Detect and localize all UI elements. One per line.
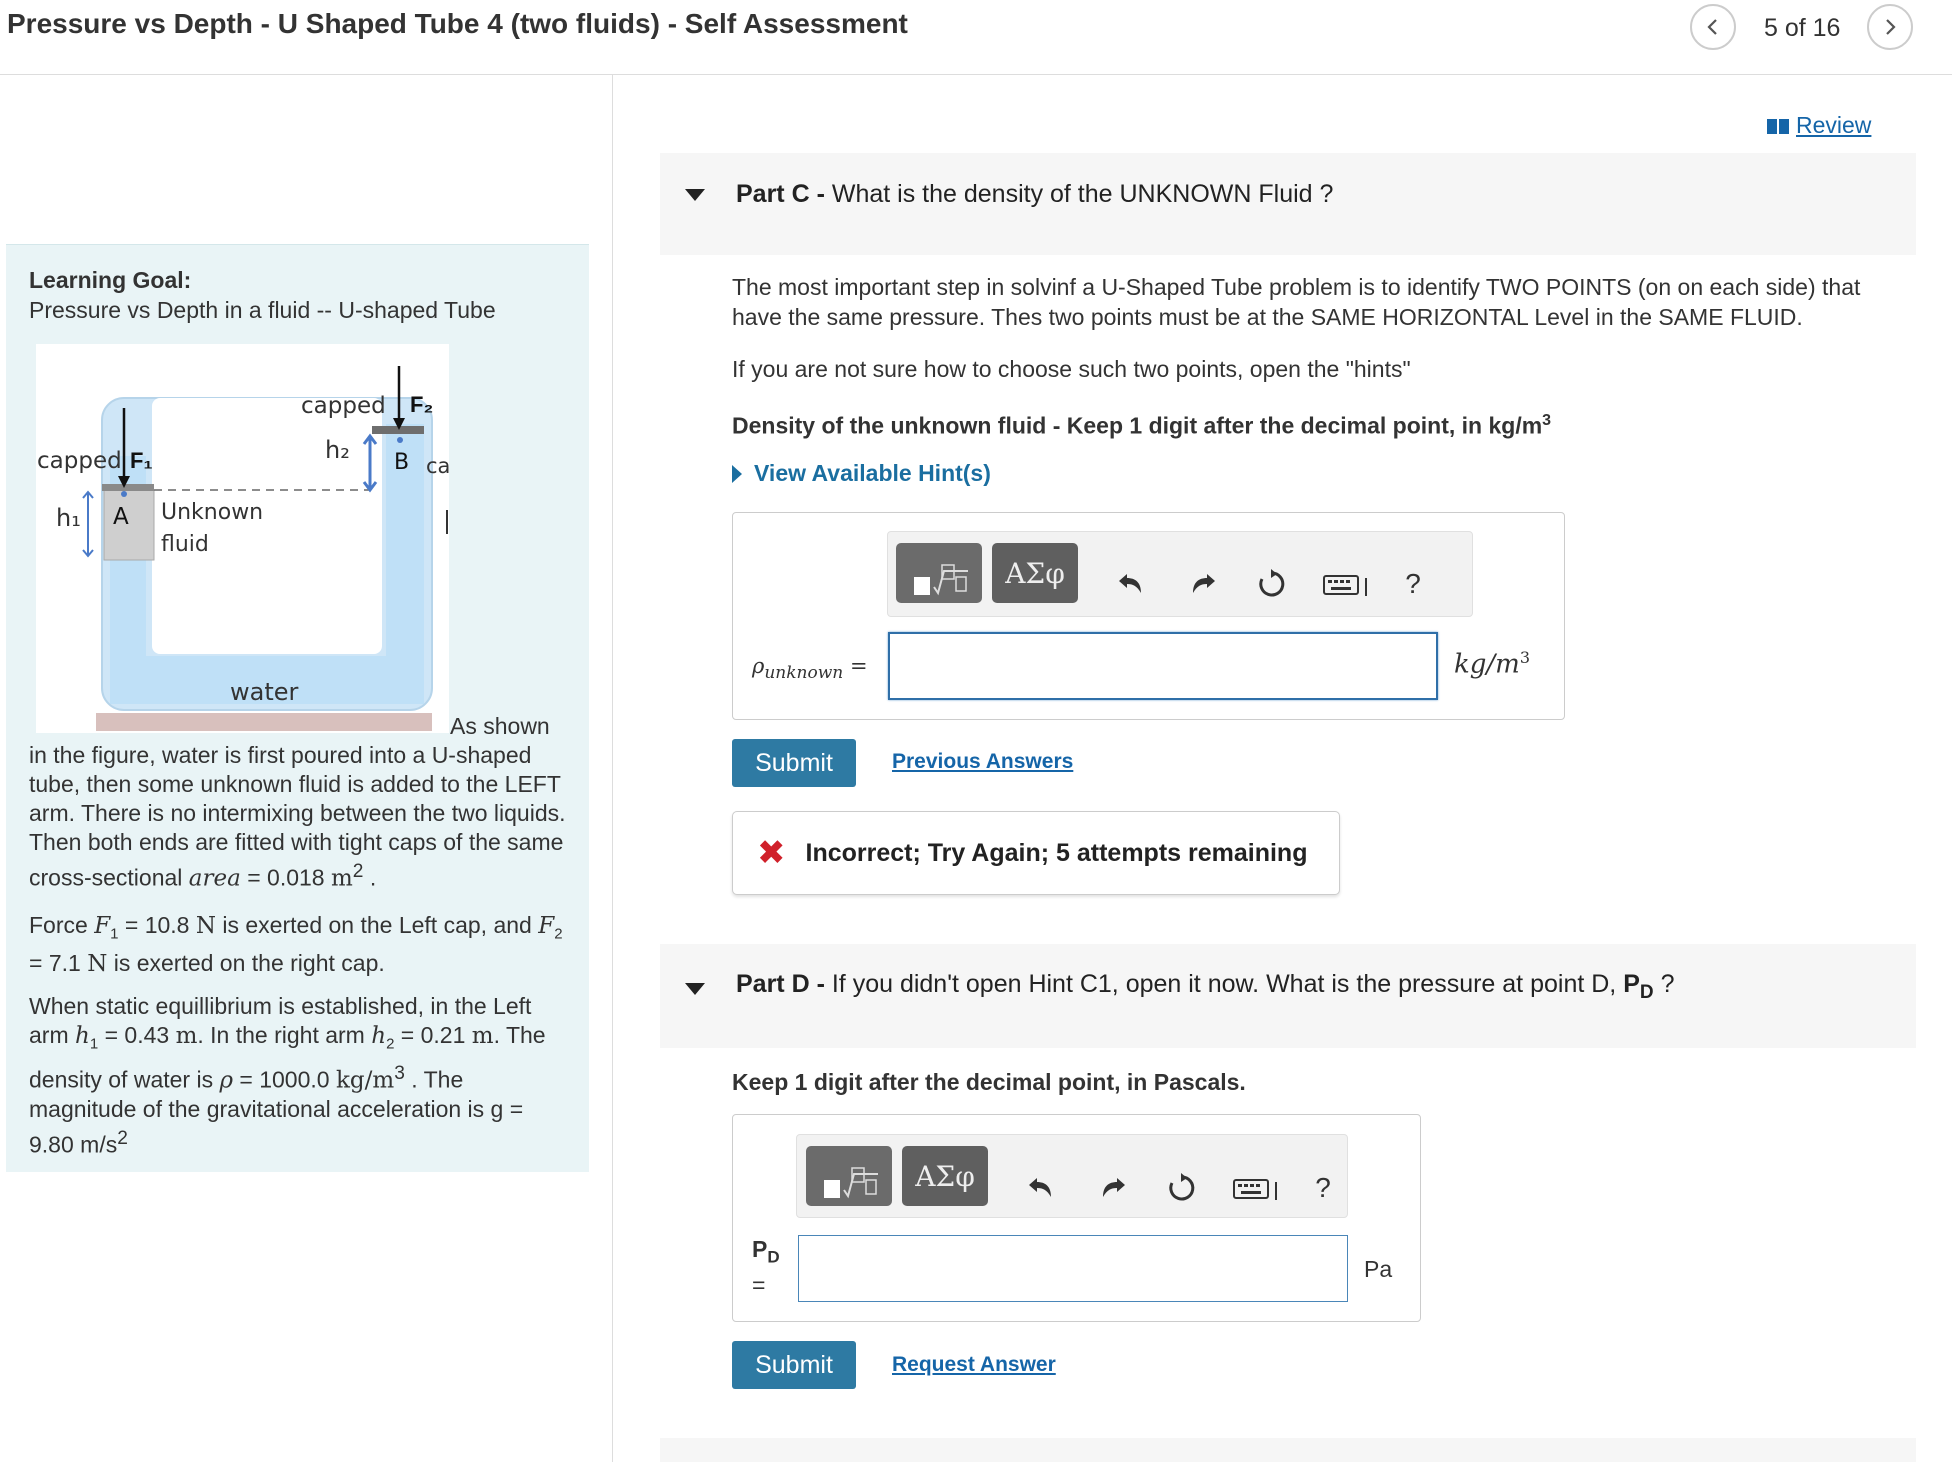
f2-variable: F (538, 913, 555, 939)
f1-subscript: 1 (110, 925, 119, 943)
part-c-instruction-2: If you are not sure how to choose such two points, open the "hints" (732, 356, 1411, 382)
rho-symbol: ρ (752, 654, 765, 678)
view-hints-label: View Available Hint(s) (754, 460, 991, 486)
part-c-help-icon[interactable]: ? (1405, 568, 1421, 599)
part-d-title (736, 970, 1674, 1004)
unknown-fluid-label-2: fluid (161, 532, 209, 557)
point-a-dot (121, 491, 127, 497)
rho-value: = 1000.0 (239, 1066, 330, 1093)
review-link[interactable] (1766, 112, 1871, 139)
next-part-header[interactable] (660, 1438, 1916, 1462)
para3-end: . The magnitude of the gravitational acceleration is g = 9.80 m/s (29, 1066, 524, 1158)
area-variable: area (188, 865, 241, 892)
part-c-prompt (732, 406, 1551, 441)
learning-goal-para-3 (29, 992, 569, 1160)
para3-mid: . In the right arm (197, 1022, 365, 1048)
learning-goal-heading: Learning Goal: (29, 267, 192, 293)
part-d-question: If you didn't open Hint C1, open it now. What is the pressure at point D, (831, 970, 1617, 998)
equals-sign: = (849, 654, 868, 678)
capped-left-label: capped (37, 448, 122, 474)
f2-label: F₂ (410, 392, 434, 417)
part-c-instruction-1: The most important step in solvinf a U-Shaped Tube problem is to identify TWO POINTS (on on each side) that have the same pressure. Thes two points must be at the SAME HORIZONTAL Level in the SAME FLUID. (732, 274, 1861, 330)
part-d-question-end: ? (1660, 970, 1675, 998)
part-c-unit (1454, 648, 1530, 680)
point-b-label: B (394, 450, 410, 475)
part-d-keyboard-icon[interactable] (1232, 1172, 1284, 1206)
part-c-undo-icon[interactable] (1112, 566, 1148, 602)
part-c-unit-text: kg/m (1454, 649, 1520, 680)
point-a-label: A (113, 504, 129, 530)
part-d-instruction: Keep 1 digit after the decimal point, in Pascals. (732, 1069, 1246, 1095)
part-c-title (736, 180, 1333, 209)
previous-item-button[interactable] (1690, 4, 1736, 50)
area-unit: m (330, 865, 353, 892)
part-c-reset-icon[interactable] (1254, 566, 1290, 602)
part-c-keyboard-icon[interactable] (1322, 568, 1374, 602)
f2-unit: N (87, 950, 108, 977)
para2-prefix: Force (29, 912, 88, 938)
part-d-symbols-button[interactable]: ΑΣφ (902, 1146, 988, 1206)
feedback-text: Incorrect; Try Again; 5 attempts remaining (805, 838, 1308, 867)
h2-subscript: 2 (386, 1035, 395, 1053)
ca-label: ca (426, 454, 451, 478)
pd-symbol: P (752, 1236, 768, 1262)
previous-answers-link[interactable]: Previous Answers (892, 750, 1074, 773)
part-c-prompt-exponent: 3 (1542, 412, 1552, 429)
part-c-symbols-button[interactable]: ΑΣφ (992, 543, 1078, 603)
part-d-label: Part D - (736, 970, 825, 998)
sqrt-template-icon (806, 1146, 892, 1206)
learning-goal-para-2 (29, 911, 569, 979)
para3-mid2: . The density of water is (29, 1022, 546, 1093)
next-item-button[interactable] (1867, 4, 1913, 50)
request-answer-link[interactable]: Request Answer (892, 1353, 1056, 1376)
part-c-unit-exponent: 3 (1519, 648, 1530, 667)
header-divider (0, 74, 1952, 75)
part-d-reset-icon[interactable] (1164, 1170, 1200, 1206)
para3-start: When static equillibrium is established, in the Left arm (29, 993, 532, 1048)
learning-goal-para-1 (29, 741, 569, 894)
part-c-question: What is the density of the UNKNOWN Fluid ? (831, 180, 1334, 208)
part-c-redo-icon[interactable] (1186, 566, 1222, 602)
h1-unit: m (175, 1023, 198, 1049)
area-exponent: 2 (352, 861, 364, 882)
part-c-label: Part C - (736, 180, 825, 208)
left-cap (102, 484, 154, 491)
part-d-question-subscript: D (1639, 982, 1654, 1003)
para2-end: is exerted on the right cap. (113, 949, 385, 976)
pd-subscript: D (767, 1247, 780, 1267)
area-value: = 0.018 (247, 864, 325, 891)
h1-label: h₁ (56, 504, 81, 532)
book-icon (1766, 117, 1790, 135)
chevron-left-icon (1704, 18, 1722, 36)
rho-subscript: unknown (764, 663, 844, 684)
learning-goal-subtitle: Pressure vs Depth in a fluid -- U-shaped Tube (29, 297, 496, 323)
base-plate (96, 713, 432, 731)
part-d-undo-icon[interactable] (1022, 1170, 1058, 1206)
u-tube-figure (36, 344, 449, 733)
collapse-part-c-icon[interactable] (685, 189, 705, 201)
part-d-answer-input[interactable] (798, 1235, 1348, 1302)
part-d-help-icon[interactable]: ? (1315, 1172, 1331, 1203)
f1-variable: F (94, 913, 111, 939)
h2-value: = 0.21 (400, 1022, 466, 1048)
part-c-answer-input[interactable] (888, 632, 1438, 700)
point-b-dot (397, 437, 403, 443)
rho-unit: kg/m (335, 1067, 395, 1094)
unknown-fluid-label-1: Unknown (161, 500, 264, 525)
part-d-templates-button[interactable] (806, 1146, 892, 1206)
part-c-prompt-text: Density of the unknown fluid - Keep 1 digit after the decimal point, in kg/m (732, 412, 1543, 439)
view-hints-link[interactable] (732, 460, 991, 487)
part-c-input-label (752, 654, 868, 683)
expand-hints-icon (732, 465, 742, 483)
para1-lead: As shown (450, 713, 550, 739)
h1-variable: h (75, 1023, 90, 1049)
h2-variable: h (371, 1023, 387, 1049)
capped-right-label: capped (301, 393, 386, 419)
para2-mid: is exerted on the Left cap, and (222, 912, 532, 938)
part-c-templates-button[interactable] (896, 543, 982, 603)
rho-variable: ρ (219, 1067, 234, 1094)
collapse-part-d-icon[interactable] (685, 983, 705, 995)
water-label: water (230, 678, 299, 706)
part-d-equals: = (752, 1272, 766, 1298)
part-c-submit-button[interactable]: Submit (732, 739, 856, 787)
unknown-fluid-column (104, 490, 154, 560)
f1-label: F₁ (130, 448, 153, 473)
para1-end: . (369, 864, 377, 891)
h1-value: = 0.43 (104, 1022, 170, 1048)
h2-unit: m (471, 1023, 494, 1049)
part-d-input-label (752, 1236, 780, 1271)
f2-value: = 7.1 (29, 949, 81, 976)
f2-subscript: 2 (554, 925, 563, 943)
part-d-unit: Pa (1364, 1256, 1393, 1282)
f1-unit: N (195, 913, 216, 939)
part-c-feedback (732, 811, 1340, 895)
page-title: Pressure vs Depth - U Shaped Tube 4 (two fluids) - Self Assessment (7, 8, 908, 39)
part-d-question-variable: P (1623, 970, 1640, 998)
incorrect-icon: ✖ (757, 834, 786, 872)
chevron-right-icon (1881, 18, 1899, 36)
review-label: Review (1796, 112, 1872, 138)
sqrt-template-icon (896, 543, 982, 603)
para1-text: in the figure, water is first poured into a U-shaped tube, then some unknown fluid is added to the LEFT arm. There is no intermixing between the two liquids. Then both ends are fitted with tight caps of the same cross-sectional (29, 742, 566, 891)
f1-value: = 10.8 (124, 912, 190, 938)
g-exponent: 2 (117, 1128, 128, 1150)
part-d-submit-button[interactable]: Submit (732, 1341, 856, 1389)
part-d-redo-icon[interactable] (1096, 1170, 1132, 1206)
panel-divider (612, 75, 613, 1462)
h1-subscript: 1 (89, 1035, 99, 1053)
rho-exponent: 3 (394, 1062, 405, 1084)
item-counter: 5 of 16 (1764, 14, 1841, 42)
h2-label: h₂ (325, 436, 350, 464)
